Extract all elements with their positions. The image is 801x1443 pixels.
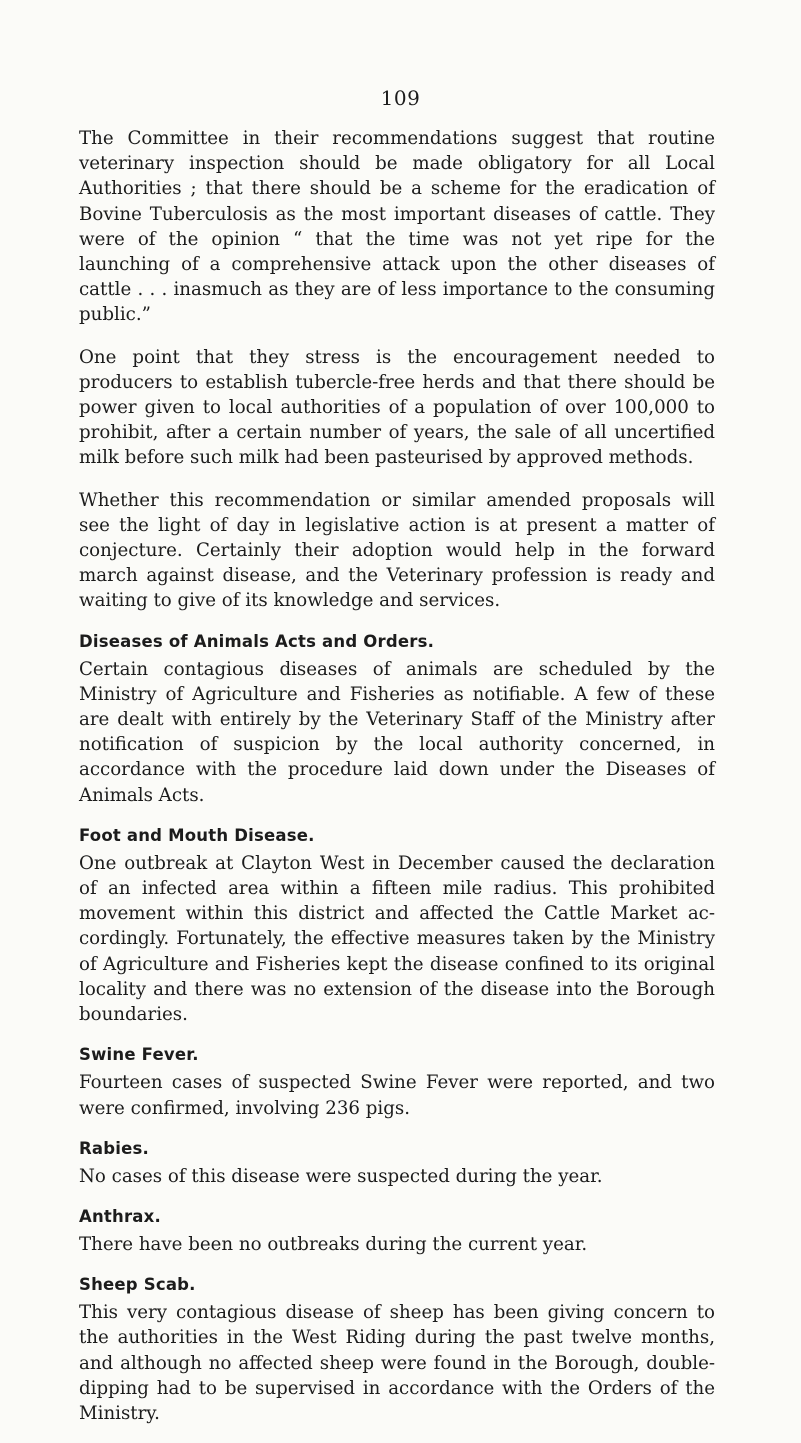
- section-paragraph: There have been no outbreaks during the current year.: [79, 1233, 588, 1255]
- section-paragraph: Fourteen cases of suspected Swine Fever were reported, and two were confirmed, involving 236 pigs.: [79, 1072, 715, 1119]
- section-sheep-scab: [79, 1274, 715, 1426]
- section-heading: Anthrax.: [79, 1206, 161, 1226]
- section-heading: Rabies.: [79, 1138, 149, 1158]
- section-diseases-of-animals-acts: [79, 631, 715, 808]
- section-heading: Foot and Mouth Disease.: [79, 825, 315, 845]
- page-body: [79, 126, 715, 1443]
- section-heading: Sheep Scab.: [79, 1275, 196, 1295]
- section-paragraph: One outbreak at Clayton West in December caused the declaration of an infected area within a fifteen mile radius. This prohibited movement within this district and affected the Cattle Market ac-cordingly. Fortunately, the effective measures taken by the Ministry of Agriculture and Fisheries kept the disease confined to its original locality and there was no extension of the disease into the Borough boundaries.: [79, 852, 715, 1026]
- intro-paragraph: The Committee in their recommendations suggest that routine veterinary inspection should be made obligatory for all Local Authorities ; that there should be a scheme for the eradication of Bovine Tuberculosis as the most important diseases of cattle. They were of the opinion “ that the time was not yet ripe for the launching of a comprehensive attack upon the other diseases of cattle . . . inasmuch as they are of less importance to the consuming public.”: [79, 128, 715, 326]
- section-heading: Swine Fever.: [79, 1045, 199, 1065]
- page-number: 109: [380, 86, 421, 110]
- section-heading: Diseases of Animals Acts and Orders.: [79, 631, 435, 651]
- intro-paragraph: One point that they stress is the encouragement needed to producers to establish tubercle-free herds and that there should be power given to local authorities of a population of over 100,000 to prohibit, after a certain number of years, the sale of all uncertified milk before such milk had been pasteurised by approved methods.: [79, 346, 715, 469]
- section-paragraph: Certain contagious diseases of animals are scheduled by the Ministry of Agriculture and Fisheries as notifiable. A few of these are dealt with entirely by the Veterinary Staff of the Ministry after notification of suspicion by the local authority concerned, in accordance with the procedure laid down under the Diseases of Animals Acts.: [79, 658, 715, 806]
- section-anthrax: [79, 1206, 715, 1257]
- section-foot-and-mouth: [79, 825, 715, 1027]
- section-rabies: [79, 1138, 715, 1189]
- section-swine-fever: [79, 1044, 715, 1120]
- intro-paragraph: Whether this recommendation or similar amended proposals will see the light of day in legislative action is at present a matter of conjecture. Certainly their adoption would help in the forward march against disease, and the Veterinary profession is ready and waiting to give of its knowledge and services.: [79, 489, 715, 612]
- section-paragraph: No cases of this disease were suspected during the year.: [79, 1165, 603, 1187]
- section-paragraph: This very contagious disease of sheep has been giving concern to the authorities in the West Riding during the past twelve months, and although no affected sheep were found in the Borough, double-dipping had to be supervised in accordance with the Orders of the Ministry.: [79, 1302, 715, 1424]
